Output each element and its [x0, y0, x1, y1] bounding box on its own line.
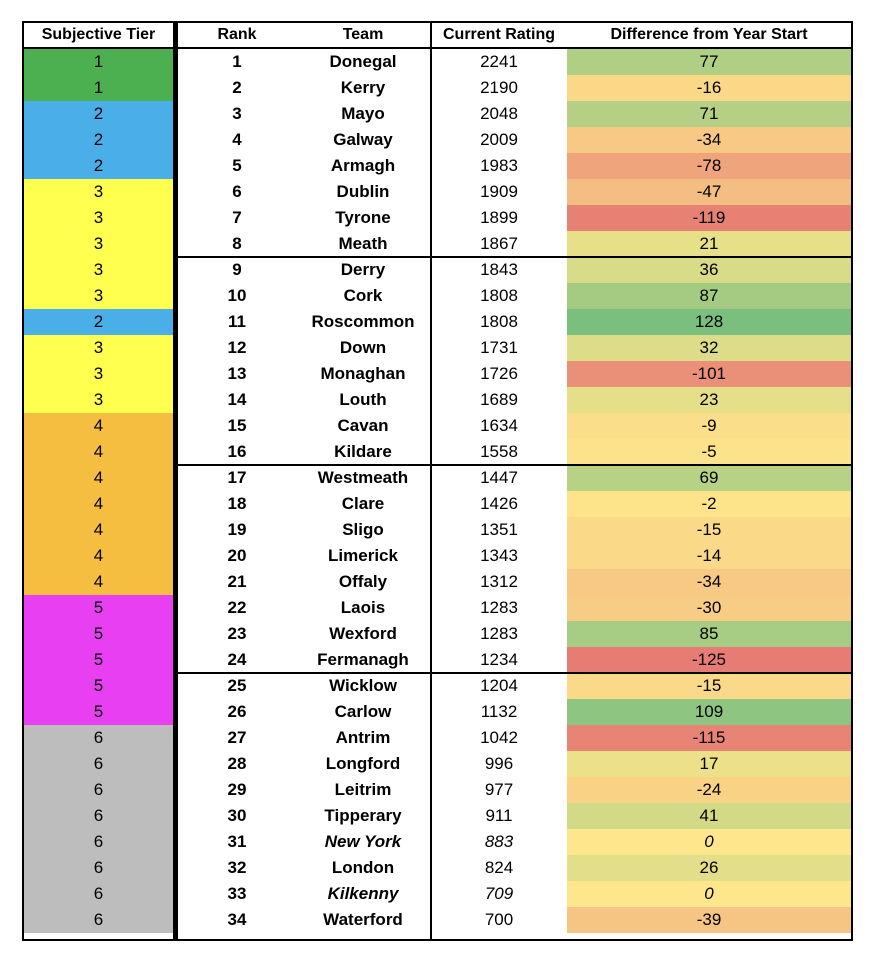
difference-value: -24 [696, 780, 722, 799]
tier-value: 5 [93, 676, 104, 695]
team-name: Armagh [330, 156, 396, 175]
difference-value: 21 [699, 234, 719, 253]
current-rating: 1731 [480, 338, 518, 357]
rank-value: 10 [227, 286, 247, 305]
team-name: Limerick [328, 546, 398, 565]
tier-value: 5 [93, 702, 104, 721]
difference-value: 36 [699, 260, 719, 279]
header-tier: Subjective Tier [41, 26, 156, 43]
current-rating: 1426 [480, 494, 518, 513]
tier-value: 5 [93, 598, 104, 617]
group-separator [178, 464, 853, 466]
current-rating: 1343 [480, 546, 518, 565]
rank-value: 33 [227, 884, 247, 903]
tier-value: 3 [93, 234, 104, 253]
rank-value: 28 [227, 754, 247, 773]
group-separator [178, 672, 853, 674]
tier-value: 4 [93, 468, 104, 487]
separator-team-rating [430, 21, 432, 941]
current-rating: 2009 [480, 130, 518, 149]
current-rating: 1726 [480, 364, 518, 383]
team-name: Clare [341, 494, 385, 513]
tier-value: 2 [93, 312, 104, 331]
difference-value: 69 [699, 468, 719, 487]
tier-value: 4 [93, 416, 104, 435]
difference-value: -16 [696, 78, 722, 97]
tier-value: 6 [93, 728, 104, 747]
team-name: Mayo [341, 104, 385, 123]
current-rating: 1351 [480, 520, 518, 539]
rank-value: 34 [227, 910, 247, 929]
tier-value: 2 [93, 130, 104, 149]
current-rating: 1283 [480, 624, 518, 643]
current-rating: 1808 [480, 312, 518, 331]
header-current-rating: Current Rating [443, 26, 555, 43]
separator-tier [173, 21, 178, 941]
team-name: Cork [343, 286, 383, 305]
team-name: Antrim [335, 728, 391, 747]
current-rating: 2241 [480, 52, 518, 71]
current-rating: 1447 [480, 468, 518, 487]
difference-value: -39 [696, 910, 722, 929]
team-name: Fermanagh [317, 650, 409, 669]
rank-value: 17 [227, 468, 247, 487]
rank-value: 29 [227, 780, 247, 799]
difference-value: 26 [699, 858, 719, 877]
ratings-table [22, 21, 853, 941]
rank-value: 22 [227, 598, 247, 617]
team-name: Kilkenny [327, 884, 399, 903]
current-rating: 700 [484, 910, 514, 929]
tier-value: 5 [93, 650, 104, 669]
difference-value: -119 [692, 208, 726, 227]
team-name: Westmeath [317, 468, 409, 487]
rank-value: 19 [227, 520, 247, 539]
rank-value: 21 [227, 572, 247, 591]
tier-value: 3 [93, 260, 104, 279]
team-name: Meath [338, 234, 388, 253]
team-name: Monaghan [320, 364, 406, 383]
difference-value: 23 [699, 390, 719, 409]
tier-value: 3 [93, 364, 104, 383]
tier-value: 6 [93, 832, 104, 851]
current-rating: 996 [484, 754, 514, 773]
header-team: Team [342, 26, 384, 43]
tier-value: 5 [93, 624, 104, 643]
rank-value: 16 [227, 442, 247, 461]
current-rating: 883 [484, 832, 514, 851]
rank-value: 25 [227, 676, 247, 695]
current-rating: 1983 [480, 156, 518, 175]
rank-value: 20 [227, 546, 247, 565]
team-name: Sligo [342, 520, 384, 539]
tier-value: 4 [93, 494, 104, 513]
tier-value: 4 [93, 546, 104, 565]
current-rating: 911 [485, 806, 513, 825]
team-name: Waterford [323, 910, 403, 929]
rank-value: 27 [227, 728, 247, 747]
difference-value: -78 [696, 156, 722, 175]
current-rating: 1132 [480, 702, 518, 721]
team-name: Carlow [334, 702, 392, 721]
team-name: Laois [340, 598, 386, 617]
difference-value: -14 [696, 546, 722, 565]
difference-value: 0 [704, 832, 714, 851]
team-name: Leitrim [334, 780, 392, 799]
rank-value: 32 [227, 858, 247, 877]
current-rating: 2190 [480, 78, 518, 97]
rank-value: 30 [227, 806, 247, 825]
difference-value: -15 [696, 676, 722, 695]
team-name: Roscommon [311, 312, 415, 331]
rank-value: 4 [232, 130, 242, 149]
current-rating: 1283 [480, 598, 518, 617]
difference-value: -15 [696, 520, 722, 539]
header-underline [22, 47, 853, 49]
tier-value: 1 [93, 78, 104, 97]
rank-value: 14 [227, 390, 247, 409]
rank-value: 13 [227, 364, 247, 383]
current-rating: 1204 [480, 676, 518, 695]
rank-value: 9 [232, 260, 242, 279]
rank-value: 26 [227, 702, 247, 721]
team-name: Galway [333, 130, 393, 149]
rank-value: 5 [232, 156, 242, 175]
rank-value: 31 [227, 832, 247, 851]
difference-value: 41 [699, 806, 719, 825]
difference-value: 32 [699, 338, 719, 357]
tier-value: 4 [93, 520, 104, 539]
team-name: Wexford [329, 624, 397, 643]
difference-value: -5 [701, 442, 717, 461]
team-name: Donegal [329, 52, 397, 71]
difference-value: -9 [701, 416, 717, 435]
difference-value: 109 [694, 702, 724, 721]
border-top [22, 21, 853, 23]
group-separator [178, 256, 853, 258]
tier-value: 3 [93, 182, 104, 201]
tier-value: 6 [93, 754, 104, 773]
current-rating: 824 [484, 858, 514, 877]
difference-value: -2 [701, 494, 717, 513]
team-name: Wicklow [329, 676, 397, 695]
rank-value: 2 [232, 78, 242, 97]
rank-value: 12 [227, 338, 247, 357]
team-name: Kildare [334, 442, 392, 461]
current-rating: 1634 [480, 416, 518, 435]
team-name: Down [339, 338, 387, 357]
current-rating: 2048 [480, 104, 518, 123]
border-left [22, 21, 24, 941]
rank-value: 1 [232, 52, 242, 71]
difference-value: -34 [696, 572, 722, 591]
tier-value: 3 [93, 390, 104, 409]
current-rating: 1042 [480, 728, 518, 747]
difference-value: -47 [696, 182, 722, 201]
rank-value: 18 [227, 494, 247, 513]
tier-value: 6 [93, 858, 104, 877]
current-rating: 1899 [480, 208, 518, 227]
difference-value: -115 [692, 728, 726, 747]
team-name: Offaly [338, 572, 388, 591]
current-rating: 1843 [480, 260, 518, 279]
tier-value: 4 [93, 572, 104, 591]
rank-value: 3 [232, 104, 242, 123]
difference-value: -125 [691, 650, 727, 669]
tier-value: 6 [93, 780, 104, 799]
difference-value: 87 [699, 286, 719, 305]
tier-value: 6 [93, 910, 104, 929]
team-name: Cavan [337, 416, 389, 435]
tier-value: 2 [93, 104, 104, 123]
difference-value: -101 [691, 364, 727, 383]
tier-value: 6 [93, 884, 104, 903]
tier-value: 1 [93, 52, 104, 71]
rank-value: 11 [228, 312, 246, 331]
current-rating: 1909 [480, 182, 518, 201]
team-name: Longford [325, 754, 401, 773]
difference-value: 77 [699, 52, 719, 71]
current-rating: 1558 [480, 442, 518, 461]
current-rating: 1312 [480, 572, 518, 591]
border-right [851, 21, 853, 941]
tier-value: 6 [93, 806, 104, 825]
team-name: Tyrone [335, 208, 391, 227]
difference-value: 85 [699, 624, 719, 643]
rank-value: 7 [232, 208, 242, 227]
team-name: Dublin [336, 182, 390, 201]
tier-value: 4 [93, 442, 104, 461]
rank-value: 8 [232, 234, 242, 253]
tier-value: 3 [93, 208, 104, 227]
header-rank: Rank [217, 26, 257, 43]
difference-value: -30 [696, 598, 722, 617]
team-name: Tipperary [324, 806, 402, 825]
difference-value: 71 [699, 104, 719, 123]
rank-value: 23 [227, 624, 247, 643]
team-name: Kerry [340, 78, 386, 97]
tier-value: 3 [93, 338, 104, 357]
current-rating: 977 [484, 780, 514, 799]
rank-value: 15 [227, 416, 247, 435]
difference-value: 17 [699, 754, 719, 773]
difference-value: 128 [694, 312, 724, 331]
team-name: London [331, 858, 395, 877]
team-name: Louth [339, 390, 387, 409]
difference-value: 0 [704, 884, 714, 903]
tier-value: 2 [93, 156, 104, 175]
current-rating: 1867 [480, 234, 518, 253]
rank-value: 24 [227, 650, 247, 669]
header-difference: Difference from Year Start [610, 26, 808, 43]
difference-value: -34 [696, 130, 722, 149]
current-rating: 1689 [480, 390, 518, 409]
rank-value: 6 [232, 182, 242, 201]
current-rating: 709 [484, 884, 514, 903]
current-rating: 1234 [480, 650, 518, 669]
team-name: New York [324, 832, 402, 851]
border-bottom [22, 939, 853, 941]
tier-value: 3 [93, 286, 104, 305]
current-rating: 1808 [480, 286, 518, 305]
team-name: Derry [340, 260, 386, 279]
